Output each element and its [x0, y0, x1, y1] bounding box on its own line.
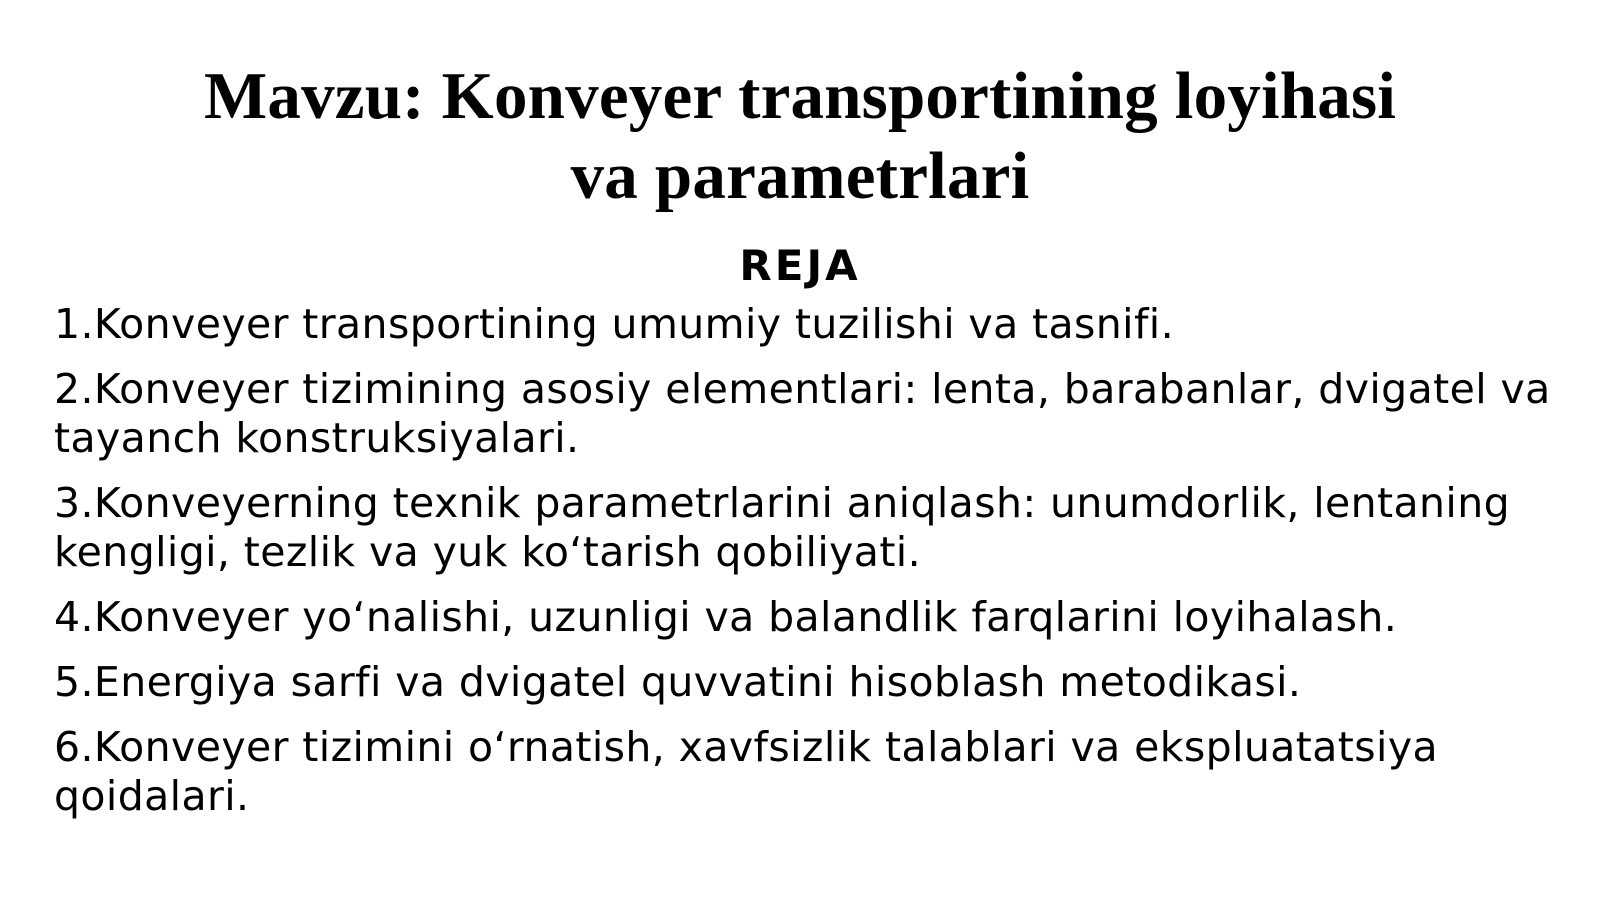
plan-item-2: 2.Konveyer tizimining asosiy elementlari: lenta, barabanlar, dvigatel va tayanch konstruksiyalari. [54, 365, 1551, 462]
plan-item-5: 5.Energiya sarfi va dvigatel quvvatini hisoblash metodikasi. [54, 658, 1302, 706]
plan-item-4: 4.Konveyer yo‘nalishi, uzunligi va balandlik farqlarini loyihalash. [54, 593, 1398, 641]
slide-title-line-2: va parametrlari [570, 139, 1030, 213]
plan-list [54, 300, 1584, 837]
slide-title-line-1: Mavzu: Konveyer transportining loyihasi [203, 59, 1397, 133]
plan-item-3: 3.Konveyerning texnik parametrlarini aniqlash: unumdorlik, lentaning kengligi, tezlik va yuk ko‘tarish qobiliyati. [54, 479, 1511, 576]
plan-item-1: 1.Konveyer transportining umumiy tuzilishi va tasnifi. [54, 300, 1175, 348]
plan-heading: REJA [739, 241, 861, 290]
plan-item-6: 6.Konveyer tizimini o‘rnatish, xavfsizlik talablari va ekspluatatsiya qoidalari. [54, 723, 1439, 820]
slide-title [0, 56, 1600, 216]
